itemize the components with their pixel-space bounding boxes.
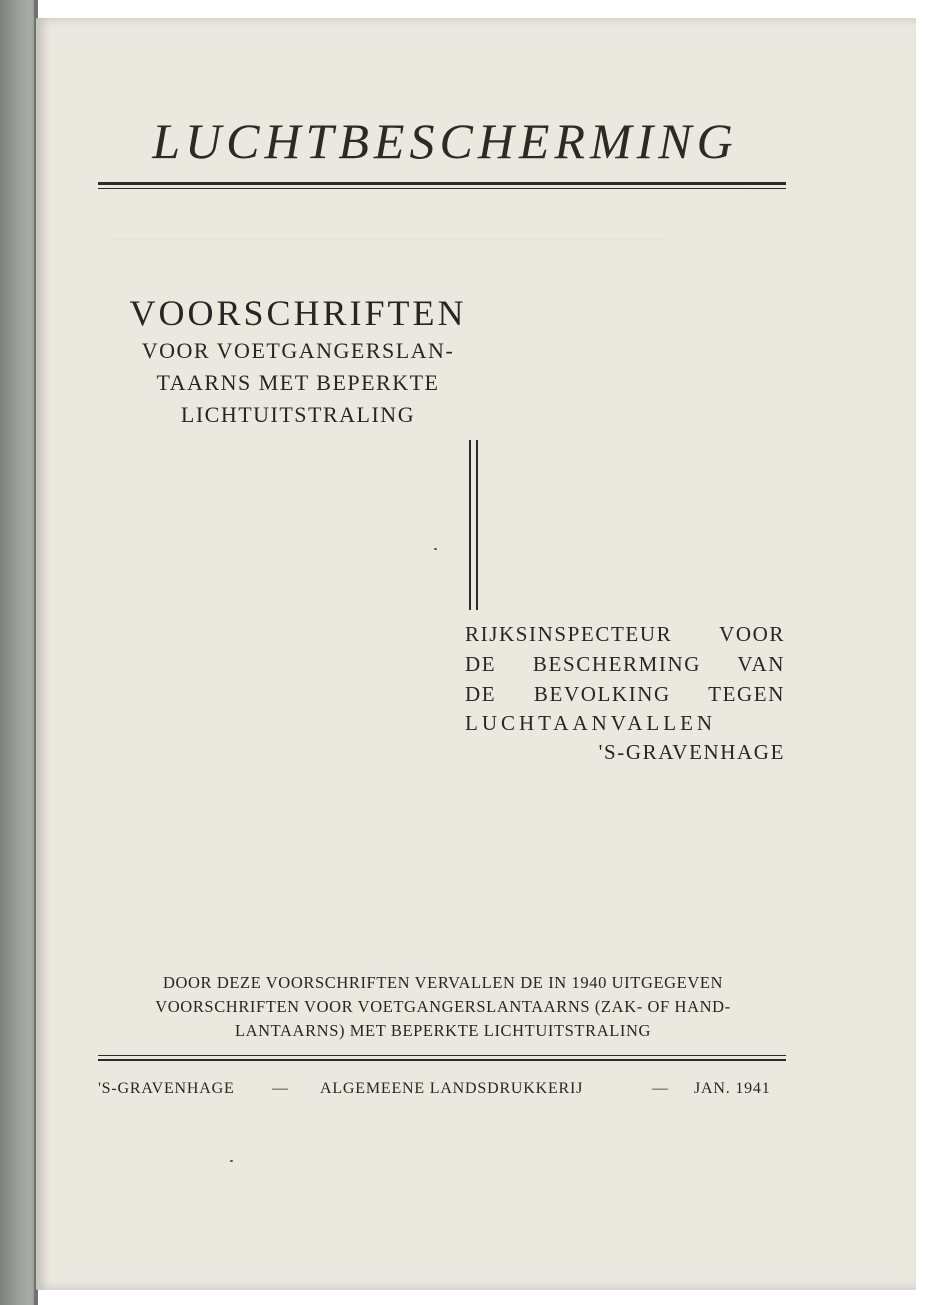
paper-speck xyxy=(434,548,437,550)
show-through-text xyxy=(108,160,788,266)
cover-spine xyxy=(0,0,38,1305)
authority-line-4: LUCHTAANVALLEN xyxy=(465,711,717,735)
authority-line-5: 'S-GRAVENHAGE xyxy=(598,740,785,764)
authority-line-3: DE BEVOLKING TEGEN xyxy=(465,682,785,706)
imprint-dash-2: — xyxy=(652,1080,669,1097)
imprint-printer: ALGEMEENE LANDSDRUKKERIJ xyxy=(320,1080,584,1097)
imprint-place: 'S-GRAVENHAGE xyxy=(98,1080,235,1097)
imprint-rule-thin xyxy=(98,1055,786,1056)
vertical-rule-right xyxy=(476,440,478,610)
subtitle-line-2: TAARNS MET BEPERKTE xyxy=(156,370,440,395)
title-rule-thick xyxy=(98,182,786,185)
authority-line-1: RIJKSINSPECTEUR VOOR xyxy=(465,622,785,646)
main-heading: VOORSCHRIFTEN xyxy=(129,293,467,333)
imprint-dash-1: — xyxy=(272,1080,289,1097)
title-rule-thin xyxy=(98,188,786,189)
vertical-rule-left xyxy=(469,440,471,610)
notice-line-3: LANTAARNS) MET BEPERKTE LICHTUITSTRALING xyxy=(234,1021,652,1040)
subtitle-line-1: VOOR VOETGANGERSLAN- xyxy=(141,338,455,363)
authority-line-2: DE BESCHERMING VAN xyxy=(465,652,785,676)
notice-line-2: VOORSCHRIFTEN VOOR VOETGANGERSLANTAARNS (ZAK- OF HAND- xyxy=(155,997,731,1016)
document-title: LUCHTBESCHERMING xyxy=(152,113,738,169)
paper-speck xyxy=(230,1160,233,1162)
subtitle-line-3: LICHTUITSTRALING xyxy=(180,402,416,427)
imprint-date: JAN. 1941 xyxy=(694,1080,771,1097)
imprint-rule-thick xyxy=(98,1059,786,1061)
notice-line-1: DOOR DEZE VOORSCHRIFTEN VERVALLEN DE IN 1940 UITGEGEVEN xyxy=(162,973,724,992)
